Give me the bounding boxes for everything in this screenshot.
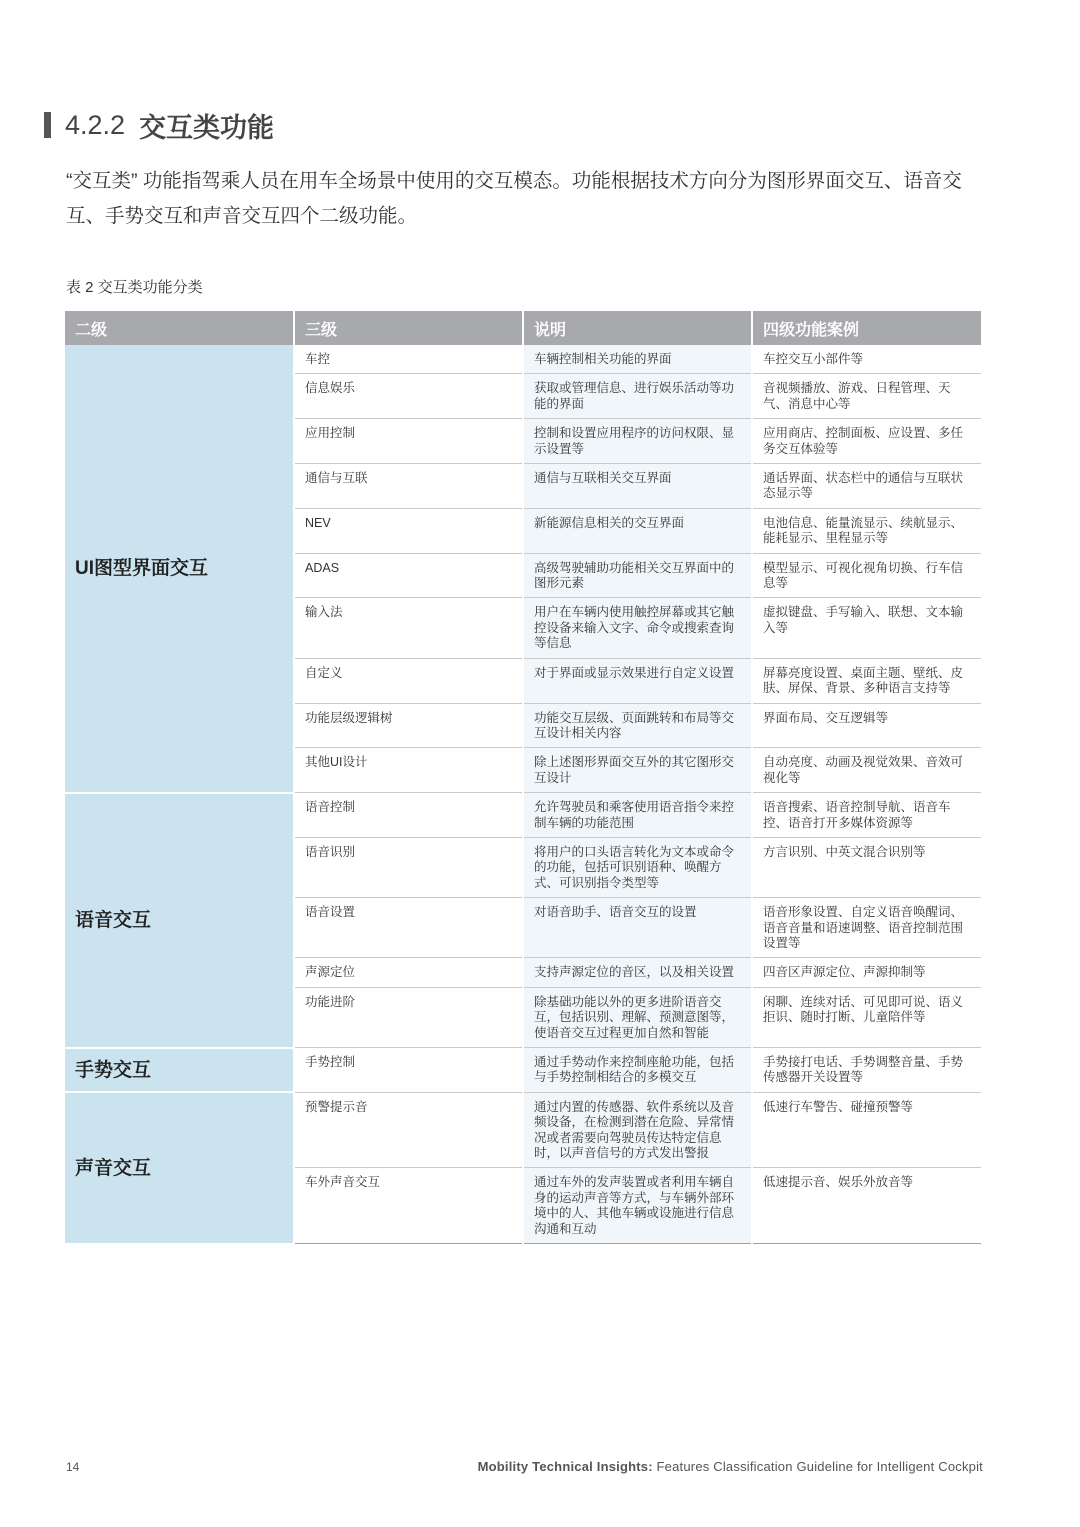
level2-category: 声音交互 [65, 1092, 294, 1243]
level4-examples: 通话界面、状态栏中的通信与互联状态显示等 [752, 464, 981, 509]
level4-examples: 语音搜索、语音控制导航、语音车控、语音打开多媒体资源等 [752, 793, 981, 838]
footer-title [478, 1459, 983, 1474]
level3-function: 功能层级逻辑树 [294, 703, 523, 748]
table-row [65, 793, 981, 838]
function-description: 功能交互层级、页面跳转和布局等交互设计相关内容 [523, 703, 752, 748]
level3-function: 信息娱乐 [294, 374, 523, 419]
table-row [65, 1092, 981, 1168]
level4-examples: 模型显示、可视化视角切换、行车信息等 [752, 553, 981, 598]
function-description: 新能源信息相关的交互界面 [523, 508, 752, 553]
section-title: 交互类功能 [139, 112, 275, 143]
level4-examples: 低速提示音、娱乐外放音等 [752, 1168, 981, 1244]
level4-examples: 手势接打电话、手势调整音量、手势传感器开关设置等 [752, 1048, 981, 1093]
function-description: 通过内置的传感器、软件系统以及音频设备，在检测到潜在危险、异常情况或者需要向驾驶员传达特定信息时，以声音信号的方式发出警报 [523, 1092, 752, 1168]
function-description: 通信与互联相关交互界面 [523, 464, 752, 509]
level3-function: 车外声音交互 [294, 1168, 523, 1244]
level3-function: 预警提示音 [294, 1092, 523, 1168]
function-description: 对于界面或显示效果进行自定义设置 [523, 658, 752, 703]
header-level2: 二级 [65, 311, 294, 345]
level4-examples: 应用商店、控制面板、应设置、多任务交互体验等 [752, 419, 981, 464]
function-description: 控制和设置应用程序的访问权限、显示设置等 [523, 419, 752, 464]
function-description: 车辆控制相关功能的界面 [523, 345, 752, 374]
level4-examples: 方言识别、中英文混合识别等 [752, 837, 981, 897]
level3-function: 输入法 [294, 598, 523, 658]
section-heading [44, 108, 274, 142]
footer-doc-title: Features Classification Guideline for Intelligent Cockpit [652, 1459, 983, 1474]
level4-examples: 低速行车警告、碰撞预警等 [752, 1092, 981, 1168]
intro-paragraph: “交互类” 功能指驾乘人员在用车全场景中使用的交互模态。功能根据技术方向分为图形界面交互、语音交互、手势交互和声音交互四个二级功能。 [66, 170, 962, 227]
level3-function: 手势控制 [294, 1048, 523, 1093]
level3-function: ADAS [294, 553, 523, 598]
function-description: 将用户的口头语言转化为文本或命令的功能，包括可识别语种、唤醒方式、可识别指令类型等 [523, 837, 752, 897]
level4-examples: 自动亮度、动画及视觉效果、音效可视化等 [752, 748, 981, 793]
level4-examples: 电池信息、能量流显示、续航显示、能耗显示、里程显示等 [752, 508, 981, 553]
level4-examples: 虚拟键盘、手写输入、联想、文本输入等 [752, 598, 981, 658]
level2-category: 手势交互 [65, 1048, 294, 1093]
level4-examples: 车控交互小部件等 [752, 345, 981, 374]
footer-brand: Mobility Technical Insights: [477, 1459, 653, 1474]
level4-examples: 音视频播放、游戏、日程管理、天气、消息中心等 [752, 374, 981, 419]
level3-function: 语音控制 [294, 793, 523, 838]
level3-function: 应用控制 [294, 419, 523, 464]
level4-examples: 四音区声源定位、声源抑制等 [752, 958, 981, 987]
level4-examples: 语音形象设置、自定义语音唤醒词、语音音量和语速调整、语音控制范围设置等 [752, 898, 981, 958]
function-description: 允许驾驶员和乘客使用语音指令来控制车辆的功能范围 [523, 793, 752, 838]
level4-examples: 闲聊、连续对话、可见即可说、语义拒识、随时打断、儿童陪伴等 [752, 987, 981, 1047]
function-description: 对语音助手、语音交互的设置 [523, 898, 752, 958]
level3-function: 通信与互联 [294, 464, 523, 509]
level3-function: 语音识别 [294, 837, 523, 897]
level3-function: 声源定位 [294, 958, 523, 987]
level3-function: 自定义 [294, 658, 523, 703]
function-description: 除基础功能以外的更多进阶语音交互，包括识别、理解、预测意图等，使语音交互过程更加自然和智能 [523, 987, 752, 1047]
function-description: 获取或管理信息、进行娱乐活动等功能的界面 [523, 374, 752, 419]
table-row [65, 345, 981, 374]
table-caption: 表 2 交互类功能分类 [66, 279, 203, 296]
page-number: 14 [66, 1460, 80, 1474]
function-description: 通过手势动作来控制座舱功能，包括与手势控制相结合的多模交互 [523, 1048, 752, 1093]
heading-marker-bar [44, 112, 51, 138]
header-level3: 三级 [294, 311, 523, 345]
header-level4-examples: 四级功能案例 [752, 311, 981, 345]
function-classification-table [65, 311, 981, 1245]
function-description: 高级驾驶辅助功能相关交互界面中的图形元素 [523, 553, 752, 598]
function-description: 除上述图形界面交互外的其它图形交互设计 [523, 748, 752, 793]
level3-function: 车控 [294, 345, 523, 374]
level2-category: 语音交互 [65, 793, 294, 1048]
level4-examples: 界面布局、交互逻辑等 [752, 703, 981, 748]
function-description: 通过车外的发声装置或者利用车辆自身的运动声音等方式，与车辆外部环境中的人、其他车辆或设施进行信息沟通和互动 [523, 1168, 752, 1244]
level3-function: NEV [294, 508, 523, 553]
header-description: 说明 [523, 311, 752, 345]
level3-function: 功能进阶 [294, 987, 523, 1047]
table-row [65, 1048, 981, 1093]
level3-function: 语音设置 [294, 898, 523, 958]
section-number: 4.2.2 [65, 109, 126, 140]
level4-examples: 屏幕亮度设置、桌面主题、壁纸、皮肤、屏保、背景、多种语言支持等 [752, 658, 981, 703]
level3-function: 其他UI设计 [294, 748, 523, 793]
function-description: 用户在车辆内使用触控屏幕或其它触控设备来输入文字、命令或搜索查询等信息 [523, 598, 752, 658]
function-description: 支持声源定位的音区，以及相关设置 [523, 958, 752, 987]
level2-category: UI图型界面交互 [65, 345, 294, 793]
table-header-row [65, 311, 981, 345]
